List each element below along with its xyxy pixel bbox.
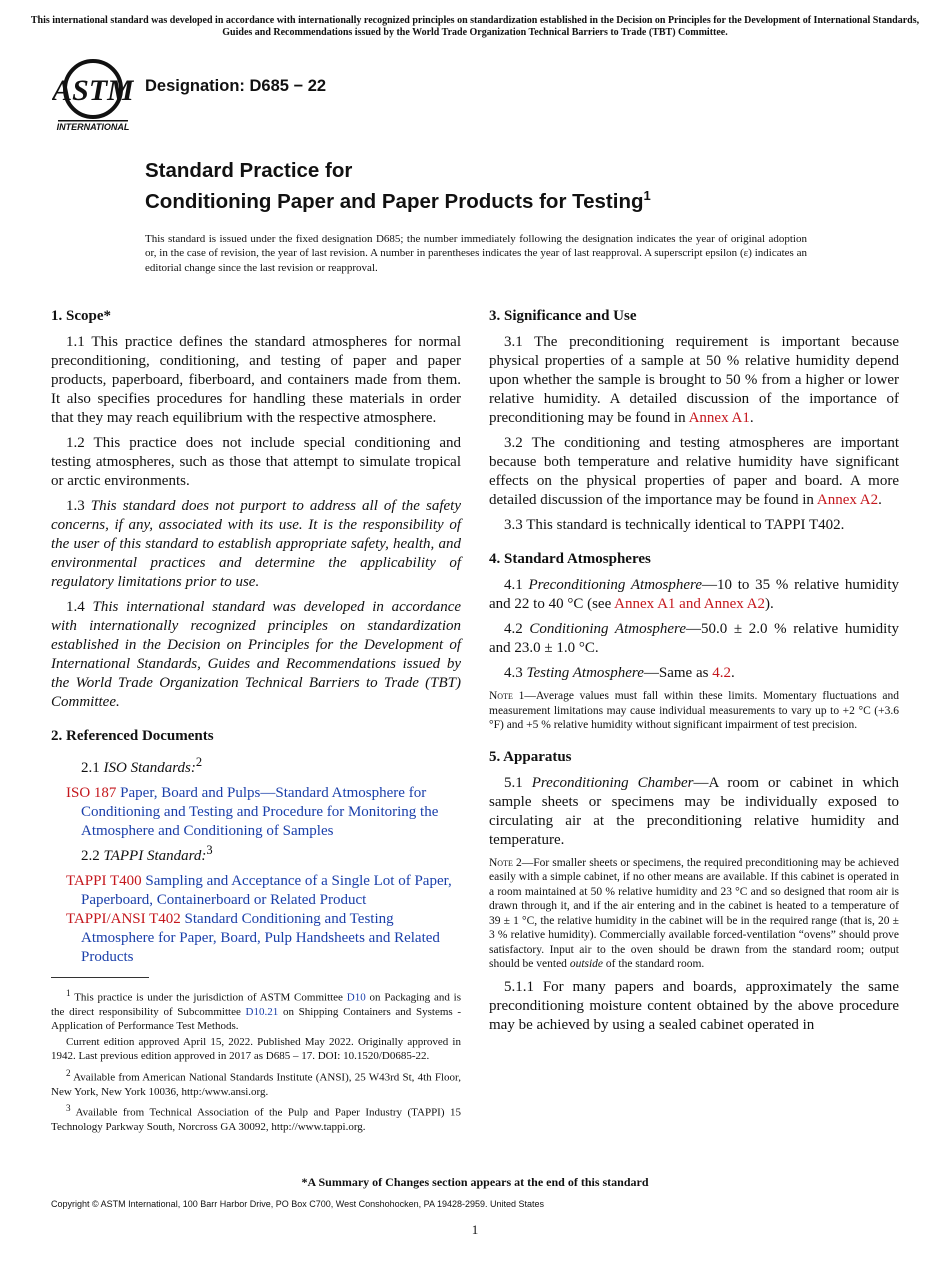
intro-paragraph: This standard is issued under the fixed designation D685; the number immediately following the designation indicates the year of original adoption or, in the case of revision, the year of last revision. A number in parentheses indicates the year of last reapproval. A superscript epsilon (ε) indicates an editorial change since the last revision or reapproval.: [145, 233, 807, 274]
tappi-standard-label: 2.2 TAPPI Standard:$^3$: [81, 843, 213, 864]
paragraph-3-3: 3.3 This standard is technically identical to TAPPI T402.: [504, 517, 845, 533]
paragraph-5-1: 5.1 Preconditioning Chamber—A room or cabinet in which sample sheets or specimens may be individually exposed to circulating air at the preconditioning relative humidity and temperature.: [489, 774, 900, 848]
note-2: Note 2—For smaller sheets or specimens, the required preconditioning may be achieved easily with a simple cabinet, if no other means are available. If this cabinet is operated in a room maintained at 50 % relative humidity and 23 °C and so designed that room air is drawn through it, and if the air entering and in the cabinet is heated to a temperature of 39 ± 1 °C, the relative humidity in the cabinet will be in the required range (that is, 20 ± 3 % relative humidity). Commercially available forced-ventilation “ovens” should prove satisfactory. Input air to the oven should be drawn from the standard room; output should be vented outside of the standard room.: [489, 856, 900, 970]
iso-standards-label: 2.1 ISO Standards:$^2$: [81, 755, 203, 776]
link-4-2[interactable]: 4.2: [712, 665, 731, 681]
paragraph-1-4: 1.4 This international standard was developed in accordance with internationally recognized principles on standardization established in the Decision on Principles for the Development of International Standards, Guides and Recommendations issued by the World Trade Organization Technical Barriers to Trade (TBT) Committee.: [51, 599, 462, 710]
footnote-3: $^3$ Available from Technical Association of the Pulp and Paper Industry (TAPPI) 15 Technology Parkway South, Norcross GA 30092, http://www.tappi.org.: [51, 1102, 461, 1133]
link-d10-21[interactable]: D10.21: [245, 1005, 279, 1018]
paragraph-4-1: 4.1 Preconditioning Atmosphere—10 to 35 % relative humidity and 22 to 40 °C (see Annex A1 and Annex A2).: [489, 577, 899, 612]
section-heading: 3. Significance and Use: [489, 308, 637, 324]
footnotes: [51, 986, 461, 1136]
copyright: Copyright © ASTM International, 100 Barr Harbor Drive, PO Box C700, West Conshohocken, PA 19428-2959. United States: [51, 1199, 545, 1209]
paragraph-5-1-1: 5.1.1 For many papers and boards, approximately the same preconditioning moisture content obtained by the above procedure may be achieved by using a sealed cabinet operated in: [489, 978, 899, 1033]
link-annexes[interactable]: Annex A1 and Annex A2: [614, 596, 765, 612]
footnote-1: $^1$ This practice is under the jurisdiction of ASTM Committee D10 on Packaging and is the direct responsibility of Subcommittee D10.21 on Shipping Containers and Systems - Application of Performance Test Methods.: [51, 988, 462, 1033]
summary-of-changes-note: *A Summary of Changes section appears at the end of this standard: [301, 1175, 649, 1189]
paragraph-1-2: 1.2 This practice does not include special conditioning and testing atmospheres, such as those that attempt to simulate tropical or arctic environments.: [51, 435, 461, 489]
footnote-rule: [51, 977, 149, 978]
paragraph-1-3: 1.3 This standard does not purport to address all of the safety concerns, if any, associated with its use. It is the responsibility of the user of this standard to establish appropriate safety, health, and environmental practices and determine the applicability of regulatory limitations prior to use.: [51, 498, 461, 590]
section-referenced-documents: [51, 727, 461, 967]
paragraph-4-2: 4.2 Conditioning Atmosphere—50.0 ± 2.0 % relative humidity and 23.0 ± 1.0 °C.: [489, 621, 899, 656]
ref-iso-187[interactable]: ISO 187 Paper, Board and Pulps—Standard Atmosphere for Conditioning and Testing and Procedure for Monitoring the Atmosphere and Conditioning of Samples: [66, 785, 439, 839]
footnote-2: $^2$ Available from American National Standards Institute (ANSI), 25 W43rd St, 4th Floor, New York, New York 10036, http:/www.ansi.org.: [51, 1067, 461, 1098]
link-d10[interactable]: D10: [346, 991, 366, 1004]
page-title: Standard Practice for Conditioning Paper and Paper Products for Testing$^1$: [145, 159, 651, 213]
section-heading: 4. Standard Atmospheres: [489, 551, 651, 567]
logo-text: INTERNATIONAL: [56, 122, 130, 132]
section-scope: [51, 307, 461, 712]
link-annex-a1[interactable]: Annex A1: [688, 410, 750, 426]
paragraph-1-1: 1.1 This practice defines the standard atmospheres for normal preconditioning, conditioning, and testing of paper and paper products, paperboard, fiberboard, and containers made from them. It also specifies procedures for handling these materials in order that they may reach equilibrium with the respective atmosphere.: [51, 334, 461, 426]
paragraph-3-2: 3.2 The conditioning and testing atmospheres are important because both temperature and relative humidity have significant effects on the physical properties of paper and board. A more detailed discussion of the importance may be found in Annex A2.: [489, 435, 899, 508]
section-apparatus: [489, 748, 899, 1035]
right-column: [489, 307, 899, 1050]
header-notice: This international standard was developed in accordance with internationally recognized principles on standardization established in the Decision on Principles for the Development of International Standards, Guides and Recommendations issued by the World Trade Organization Technical Barriers to Trade (TBT) Committee.: [30, 15, 920, 38]
note-1: Note 1—Average values must fall within these limits. Momentary fluctuations and measurement limitations may cause individual measurements to vary up to +2 °C (+3.6 °F) and +5 % relative humidity without significant impairment of test precision.: [489, 690, 900, 731]
astm-logo: [52, 56, 134, 132]
ref-tappi-t402[interactable]: TAPPI/ANSI T402 Standard Conditioning and Testing Atmosphere for Paper, Board, Pulp Handsheets and Related Products: [66, 911, 440, 965]
svg-text:ASTM: ASTM: [52, 74, 134, 107]
section-significance: [489, 307, 899, 535]
designation: Designation: D685 − 22: [145, 77, 327, 95]
paragraph-4-3: 4.3 Testing Atmosphere—Same as 4.2.: [504, 665, 735, 681]
section-heading: 2. Referenced Documents: [51, 728, 214, 744]
page-number: 1: [471, 1222, 479, 1237]
section-heading: 1. Scope*: [51, 308, 111, 324]
link-annex-a2[interactable]: Annex A2: [816, 492, 879, 508]
left-column: [51, 307, 461, 982]
ref-tappi-t400[interactable]: TAPPI T400 Sampling and Acceptance of a Single Lot of Paper, Paperboard, Containerboard or Related Product: [66, 873, 452, 908]
paragraph-3-1: 3.1 The preconditioning requirement is important because physical properties of a sample at 50 % relative humidity depend upon whether the sample is brought to 50 % from a higher or lower relative humidity. A detailed discussion of the importance of preconditioning may be found in Annex A1.: [489, 334, 899, 426]
section-heading: 5. Apparatus: [489, 748, 572, 765]
section-standard-atmospheres: [489, 550, 899, 733]
footnote-1-edition: Current edition approved April 15, 2022. Published May 2022. Originally approved in 1942. Last previous edition approved in 2017 as D685 – 17. DOI: 10.1520/D0685-22.: [51, 1036, 461, 1063]
